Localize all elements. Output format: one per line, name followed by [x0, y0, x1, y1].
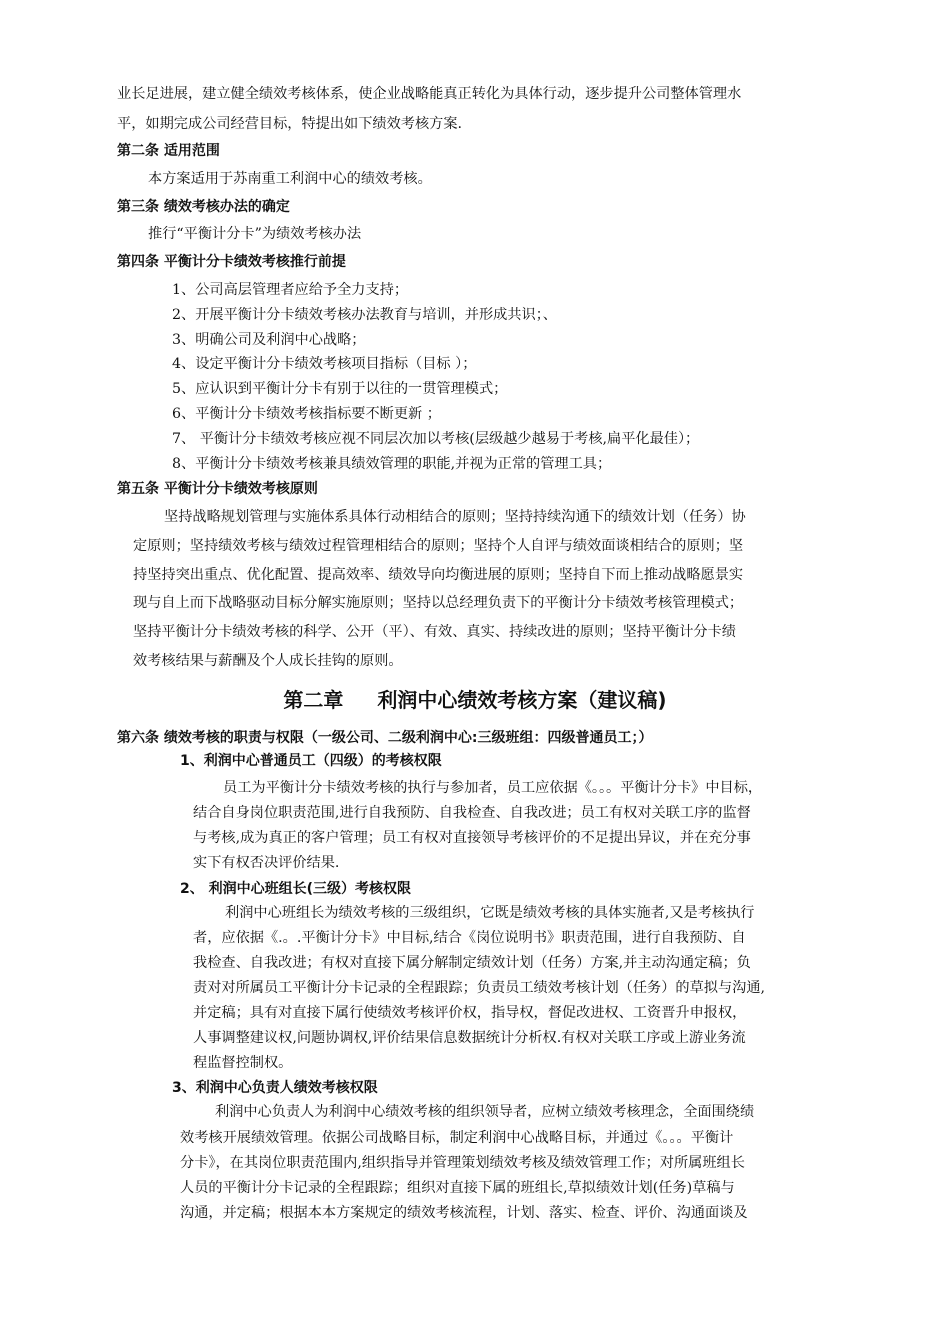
- article-2-body: 本方案适用于苏南重工利润中心的绩效考核。: [148, 171, 432, 187]
- article-4-item: 7、 平衡计分卡绩效考核应视不同层次加以考核(层级越少越易于考核,扁平化最佳）；: [172, 431, 700, 447]
- article-6-heading: 第六条 绩效考核的职责与权限（一级公司、二级利润中心:三级班组：四级普通员工；）: [117, 730, 653, 746]
- article-3-heading: 第三条 绩效考核办法的确定: [117, 199, 290, 215]
- section-2-body-line: 程监督控制权。: [193, 1055, 293, 1071]
- section-1-title: 1、利润中心普通员工（四级）的考核权限: [180, 753, 442, 769]
- section-2-body-line: 责对对所属员工平衡计分卡记录的全程跟踪；负责员工绩效考核计划（任务）的草拟与沟通,: [193, 980, 766, 996]
- intro-line: 平，如期完成公司经营目标，特提出如下绩效考核方案.: [117, 116, 463, 132]
- section-1-body-line: 实下有权否决评价结果.: [193, 855, 340, 871]
- section-3-body-line: 效考核开展绩效管理。依据公司战略目标，制定利润中心战略目标，并通过《。。。平衡计: [180, 1130, 734, 1146]
- article-4-item: 5、应认识到平衡计分卡有别于以往的一贯管理模式；: [172, 381, 508, 397]
- section-3-title: 3、利润中心负责人绩效考核权限: [172, 1080, 378, 1096]
- section-2-body-line: 并定稿；具有对直接下属行使绩效考核评价权，指导权，督促改进权、工资晋升申报权，: [193, 1005, 747, 1021]
- article-4-item: 2、开展平衡计分卡绩效考核办法教育与培训，并形成共识；、: [172, 307, 557, 323]
- section-3-body-line: 利润中心负责人为利润中心绩效考核的组织领导者，应树立绩效考核理念，全面围绕绩: [215, 1104, 755, 1120]
- article-5-body-line: 坚持平衡计分卡绩效考核的科学、公开（平）、有效、真实、持续改进的原则；坚持平衡计分卡绩: [133, 624, 736, 640]
- chapter-heading: [0, 686, 950, 714]
- section-3-body-line: 人员的平衡计分卡记录的全程跟踪；组织对直接下属的班组长,草拟绩效计划(任务)草稿与: [180, 1180, 735, 1196]
- section-2-body-line: 者，应依据《.。.平衡计分卡》中目标,结合《岗位说明书》职责范围，进行自我预防、自: [193, 930, 746, 946]
- section-1-body-line: 与考核,成为真正的客户管理；员工有权对直接领导考核评价的不足提出异议，并在充分事: [193, 830, 751, 846]
- article-5-body-line: 持坚持突出重点、优化配置、提高效率、绩效导向均衡进展的原则；坚持自下而上推动战略愿景实: [133, 567, 744, 583]
- section-3-body-line: 分卡》，在其岗位职责范围内,组织指导并管理策划绩效考核及绩效管理工作；对所属班组长: [180, 1155, 745, 1171]
- article-5-heading: 第五条 平衡计分卡绩效考核原则: [117, 481, 318, 497]
- section-2-body-line: 利润中心班组长为绩效考核的三级组织，它既是绩效考核的具体实施者,又是考核执行: [225, 905, 755, 921]
- section-1-body-line: 员工为平衡计分卡绩效考核的执行与参加者，员工应依据《。。。平衡计分卡》中目标，: [223, 780, 763, 796]
- article-4-item: 1、公司高层管理者应给予全力支持；: [172, 282, 409, 298]
- article-4-item: 3、明确公司及利润中心战略；: [172, 332, 366, 348]
- article-4-item: 8、平衡计分卡绩效考核兼具绩效管理的职能,并视为正常的管理工具；: [172, 456, 612, 472]
- article-2-heading: 第二条 适用范围: [117, 143, 220, 159]
- section-1-body-line: 结合自身岗位职责范围,进行自我预防、自我检查、自我改进；员工有权对关联工序的监督: [193, 805, 751, 821]
- section-3-body-line: 沟通，并定稿；根据本本方案规定的绩效考核流程，计划、落实、检查、评价、沟通面谈及: [180, 1205, 748, 1221]
- article-5-body-line: 现与自上而下战略驱动目标分解实施原则；坚持以总经理负责下的平衡计分卡绩效考核管理模式；: [133, 595, 744, 611]
- chapter-title: 利润中心绩效考核方案（建议稿): [377, 688, 667, 712]
- article-4-heading: 第四条 平衡计分卡绩效考核推行前提: [117, 254, 346, 270]
- article-4-item: 6、平衡计分卡绩效考核指标要不断更新 ；: [172, 406, 441, 422]
- section-2-body-line: 我检查、自我改进；有权对直接下属分解制定绩效计划（任务）方案,并主动沟通定稿；负: [193, 955, 751, 971]
- article-3-body: 推行“平衡计分卡”为绩效考核办法: [148, 226, 362, 242]
- article-5-body-line: 定原则；坚持绩效考核与绩效过程管理相结合的原则；坚持个人自评与绩效面谈相结合的原则；坚: [133, 538, 744, 554]
- intro-line: 业长足进展，建立健全绩效考核体系，使企业战略能真正转化为具体行动，逐步提升公司整体管理水: [117, 86, 742, 102]
- article-4-item: 4、设定平衡计分卡绩效考核项目指标（目标 ）；: [172, 356, 477, 372]
- article-5-body-line: 坚持战略规划管理与实施体系具体行动相结合的原则；坚持持续沟通下的绩效计划（任务）协: [164, 509, 746, 525]
- section-2-body-line: 人事调整建议权,问题协调权,评价结果信息数据统计分析权.有权对关联工序或上游业务流: [193, 1030, 746, 1046]
- section-2-title: 2、 利润中心班组长(三级）考核权限: [180, 881, 412, 897]
- article-5-body-line: 效考核结果与薪酬及个人成长挂钩的原则。: [133, 653, 403, 669]
- chapter-number: 第二章: [283, 688, 344, 712]
